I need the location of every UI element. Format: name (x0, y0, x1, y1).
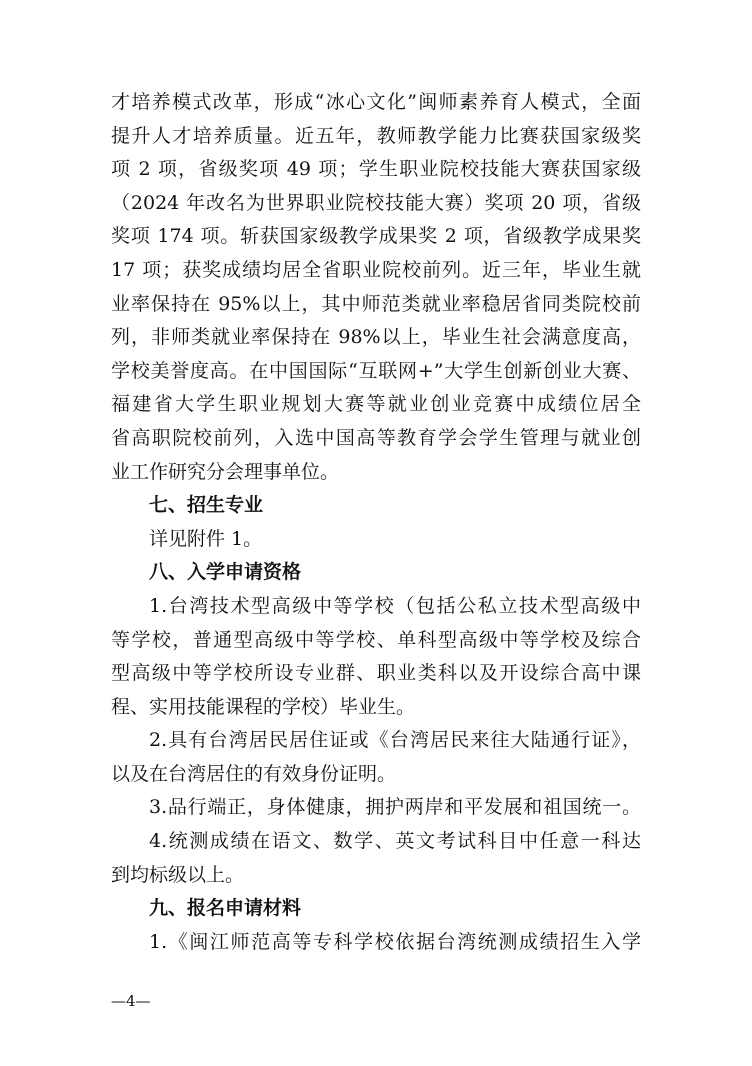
section-heading: 八、入学申请资格 (149, 561, 302, 584)
paragraph-line: 项 2 项，省级奖项 49 项；学生职业院校技能大赛获国家级 (111, 158, 641, 181)
section-heading: 九、报名申请材料 (149, 897, 302, 920)
paragraph-line: 型高级中等学校所设专业群、职业类科以及开设综合高中课 (111, 662, 641, 685)
paragraph-line: 等学校，普通型高级中等学校、单科型高级中等学校及综合 (111, 628, 641, 651)
paragraph-line: 业率保持在 95%以上，其中师范类就业率稳居省同类院校前 (111, 292, 641, 315)
section-heading: 七、招生专业 (149, 494, 264, 517)
paragraph-line: 17 项；获奖成绩均居全省职业院校前列。近三年，毕业生就 (111, 258, 641, 281)
page-number: —4— (111, 992, 151, 1010)
paragraph-line: 1.台湾技术型高级中等学校（包括公私立技术型高级中 (149, 594, 641, 617)
paragraph-line: 省高职院校前列，入选中国高等教育学会学生管理与就业创 (111, 426, 641, 449)
paragraph-line: 程、实用技能课程的学校）毕业生。 (111, 695, 416, 718)
paragraph-line: 福建省大学生职业规划大赛等就业创业竞赛中成绩位居全 (111, 393, 641, 416)
paragraph-line: 列，非师类就业率保持在 98%以上，毕业生社会满意度高， (111, 326, 641, 349)
paragraph-line: 2.具有台湾居民居住证或《台湾居民来往大陆通行证》， (149, 729, 641, 752)
paragraph-line: 4.统测成绩在语文、数学、英文考试科目中任意一科达 (149, 830, 641, 853)
paragraph-line: 奖项 174 项。斩获国家级教学成果奖 2 项，省级教学成果奖 (111, 225, 641, 248)
paragraph-line: 业工作研究分会理事单位。 (111, 460, 340, 483)
document-body (111, 86, 641, 959)
paragraph-line: 才培养模式改革，形成“冰心文化”闽师素养育人模式，全面 (111, 91, 641, 113)
paragraph-line: 到均标级以上。 (111, 863, 245, 886)
paragraph-line: 以及在台湾居住的有效身份证明。 (111, 762, 397, 785)
paragraph-line: 学校美誉度高。在中国国际“互联网+”大学生创新创业大赛、 (111, 359, 641, 382)
paragraph-line: 3.品行端正，身体健康，拥护两岸和平发展和祖国统一。 (149, 796, 641, 819)
paragraph-line: 提升人才培养质量。近五年，教师教学能力比赛获国家级奖 (111, 124, 641, 147)
paragraph-line: （2024 年改名为世界职业院校技能大赛）奖项 20 项，省级 (111, 191, 641, 214)
paragraph-line: 1.《闽江师范高等专科学校依据台湾统测成绩招生入学 (149, 930, 641, 953)
paragraph-line: 详见附件 1。 (149, 527, 263, 550)
